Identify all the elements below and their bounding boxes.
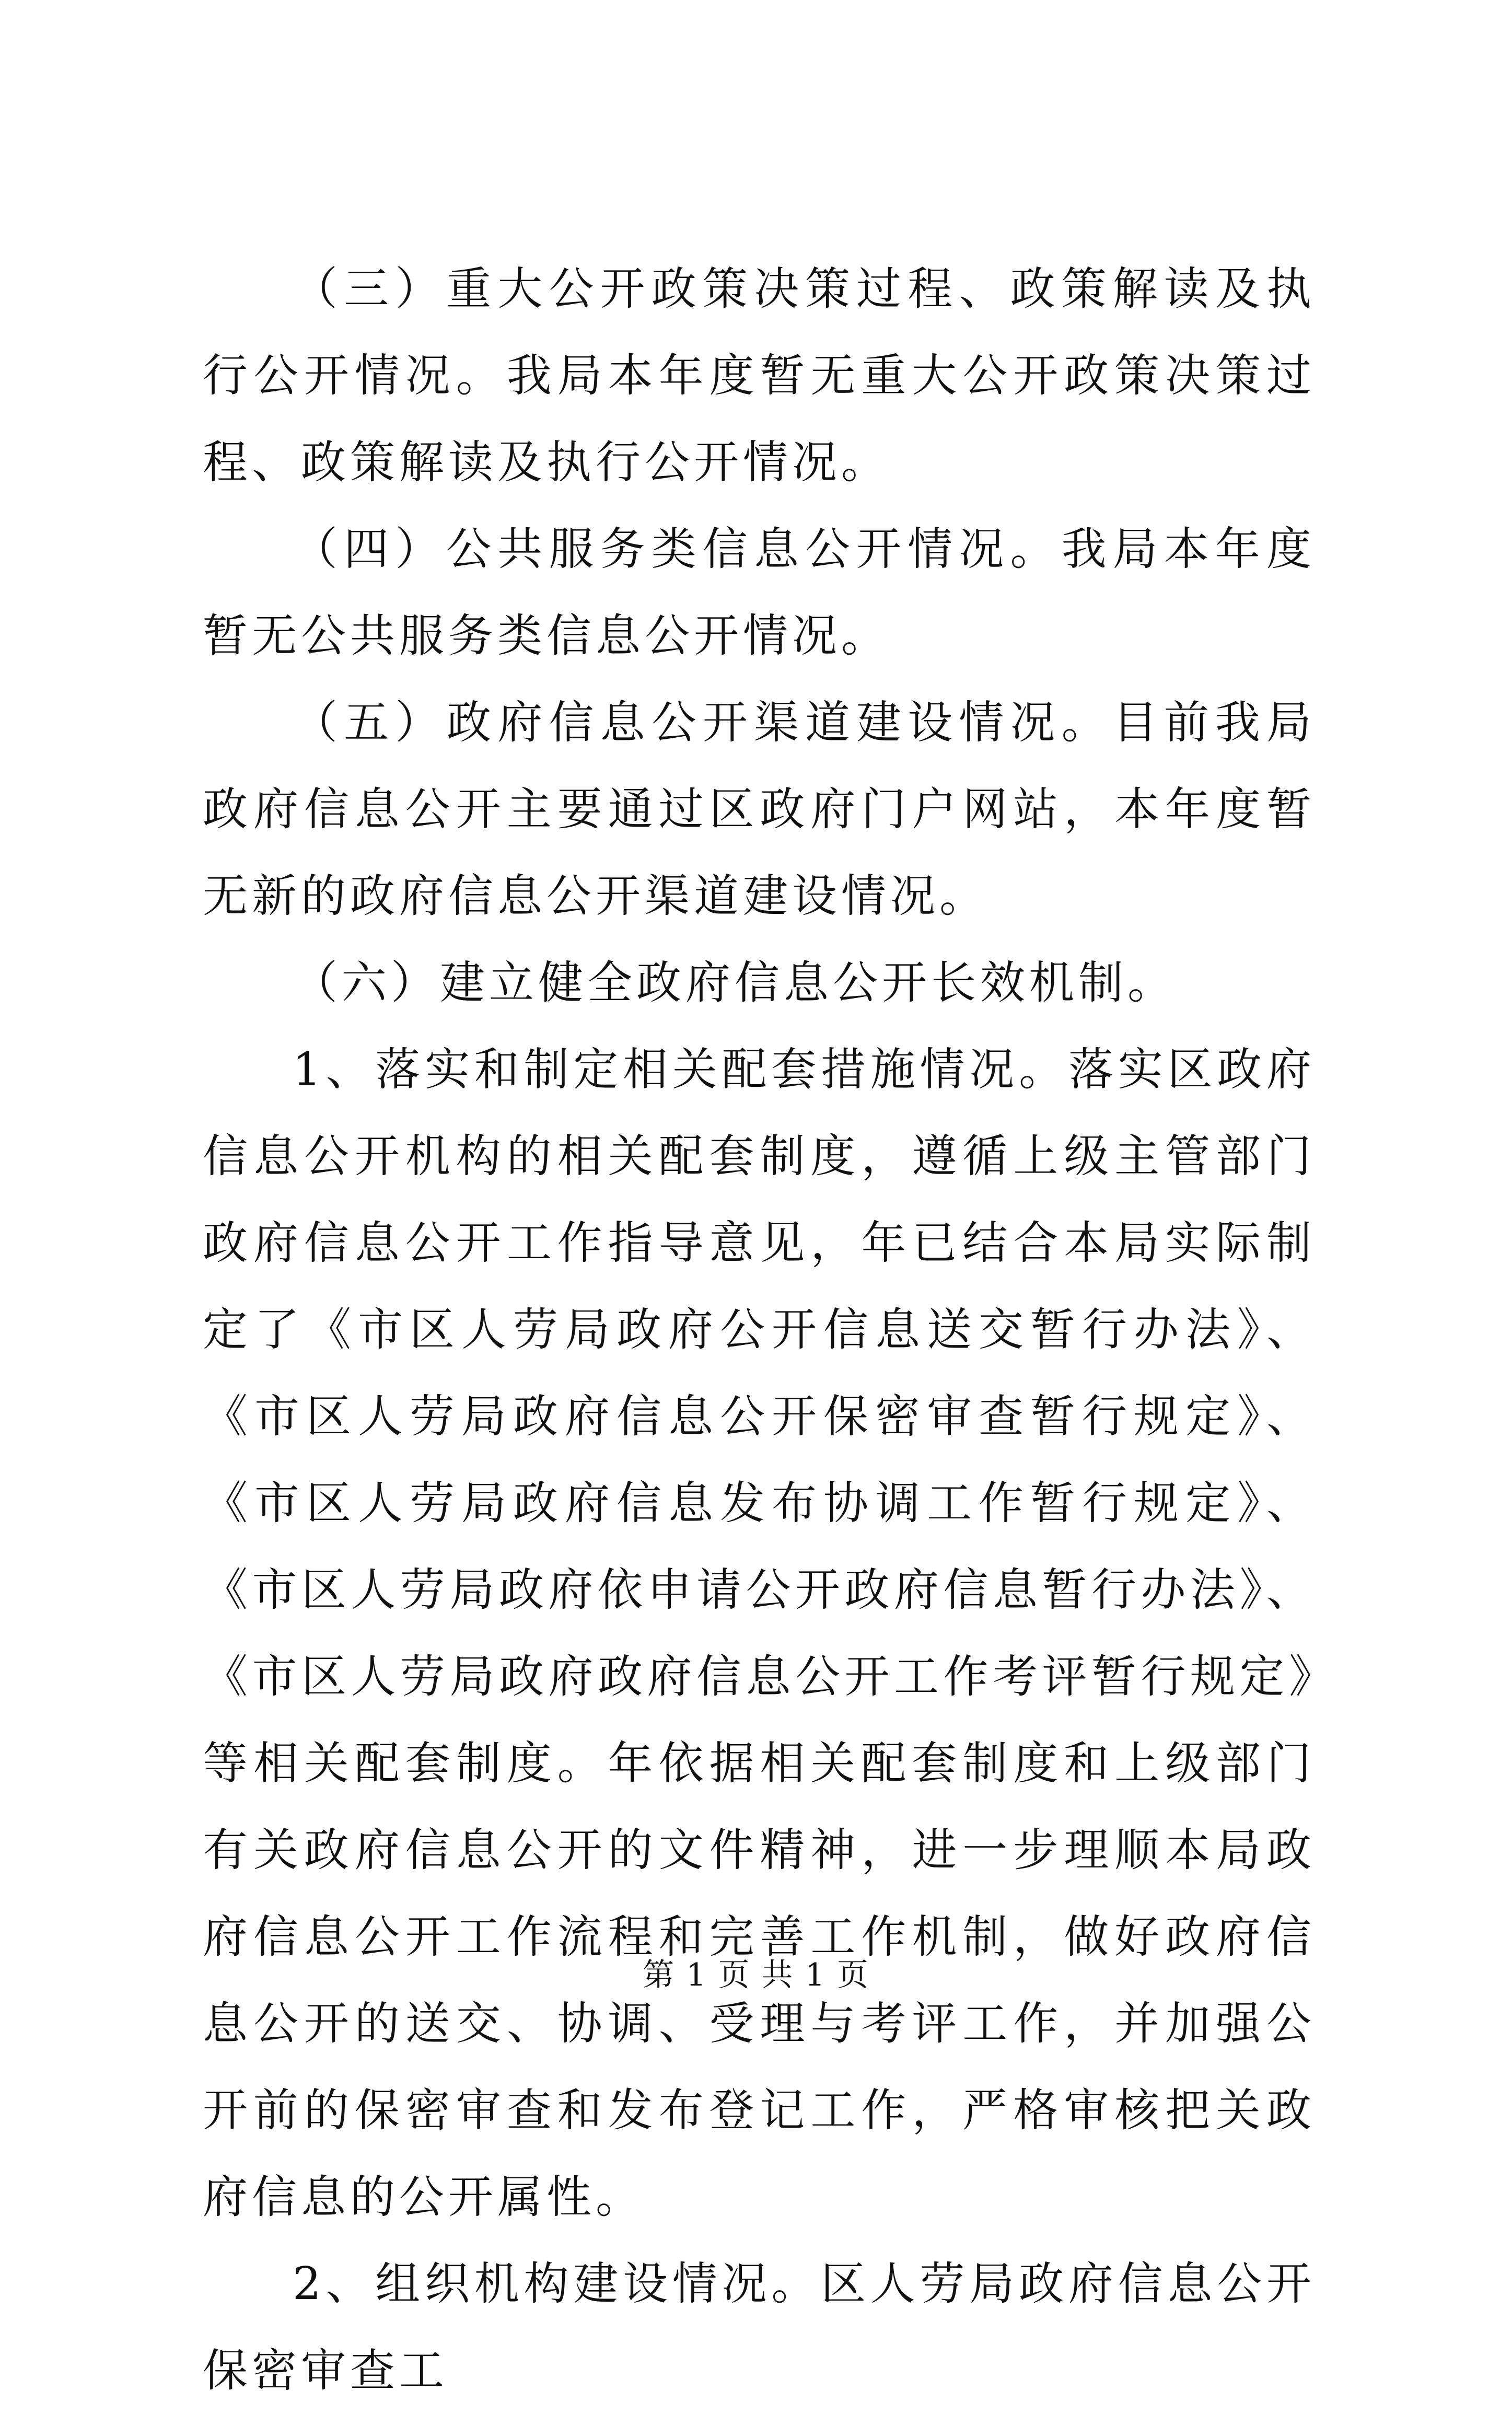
paragraph-section-4: （四）公共服务类信息公开情况。我局本年度暂无公共服务类信息公开情况。 — [203, 523, 1316, 662]
page-footer: 第 1 页 共 1 页 — [643, 1957, 869, 1993]
paragraph-item-1: 1、落实和制定相关配套措施情况。落实区政府信息公开机构的相关配套制度，遵循上级主管部门政府信息公开工作指导意见，年已结合本局实际制定了《市区人劳局政府公开信息送交暂行办法》、《市区人劳局政府信息公开保密审查暂行规定》、《市区人劳局政府信息发布协调工作暂行规定》、《市区人劳局政府依申请公开政府信息暂行办法》、《市区人劳局政府政府信息公开工作考评暂行规定》等相关配套制度。年依据相关配套制度和上级部门有关政府信息公开的文件精神，进一步理顺本局政府信息公开工作流程和完善工作机制，做好政府信息公开的送交、协调、受理与考评工作，并加强公开前的保密审查和发布登记工作，严格审核把关政府信息的公开属性。 — [203, 1043, 1316, 2223]
paragraph-section-6: （六）建立健全政府信息公开长效机制。 — [293, 957, 1177, 1009]
document-body — [203, 246, 1316, 2414]
paragraph-item-2: 2、组织机构建设情况。区人劳局政府信息公开保密审查工 — [203, 2258, 1316, 2397]
paragraph-section-5: （五）政府信息公开渠道建设情况。目前我局政府信息公开主要通过区政府门户网站，本年度暂无新的政府信息公开渠道建设情况。 — [203, 697, 1316, 922]
paragraph-section-3: （三）重大公开政策决策过程、政策解读及执行公开情况。我局本年度暂无重大公开政策决策过程、政策解读及执行公开情况。 — [203, 263, 1316, 489]
